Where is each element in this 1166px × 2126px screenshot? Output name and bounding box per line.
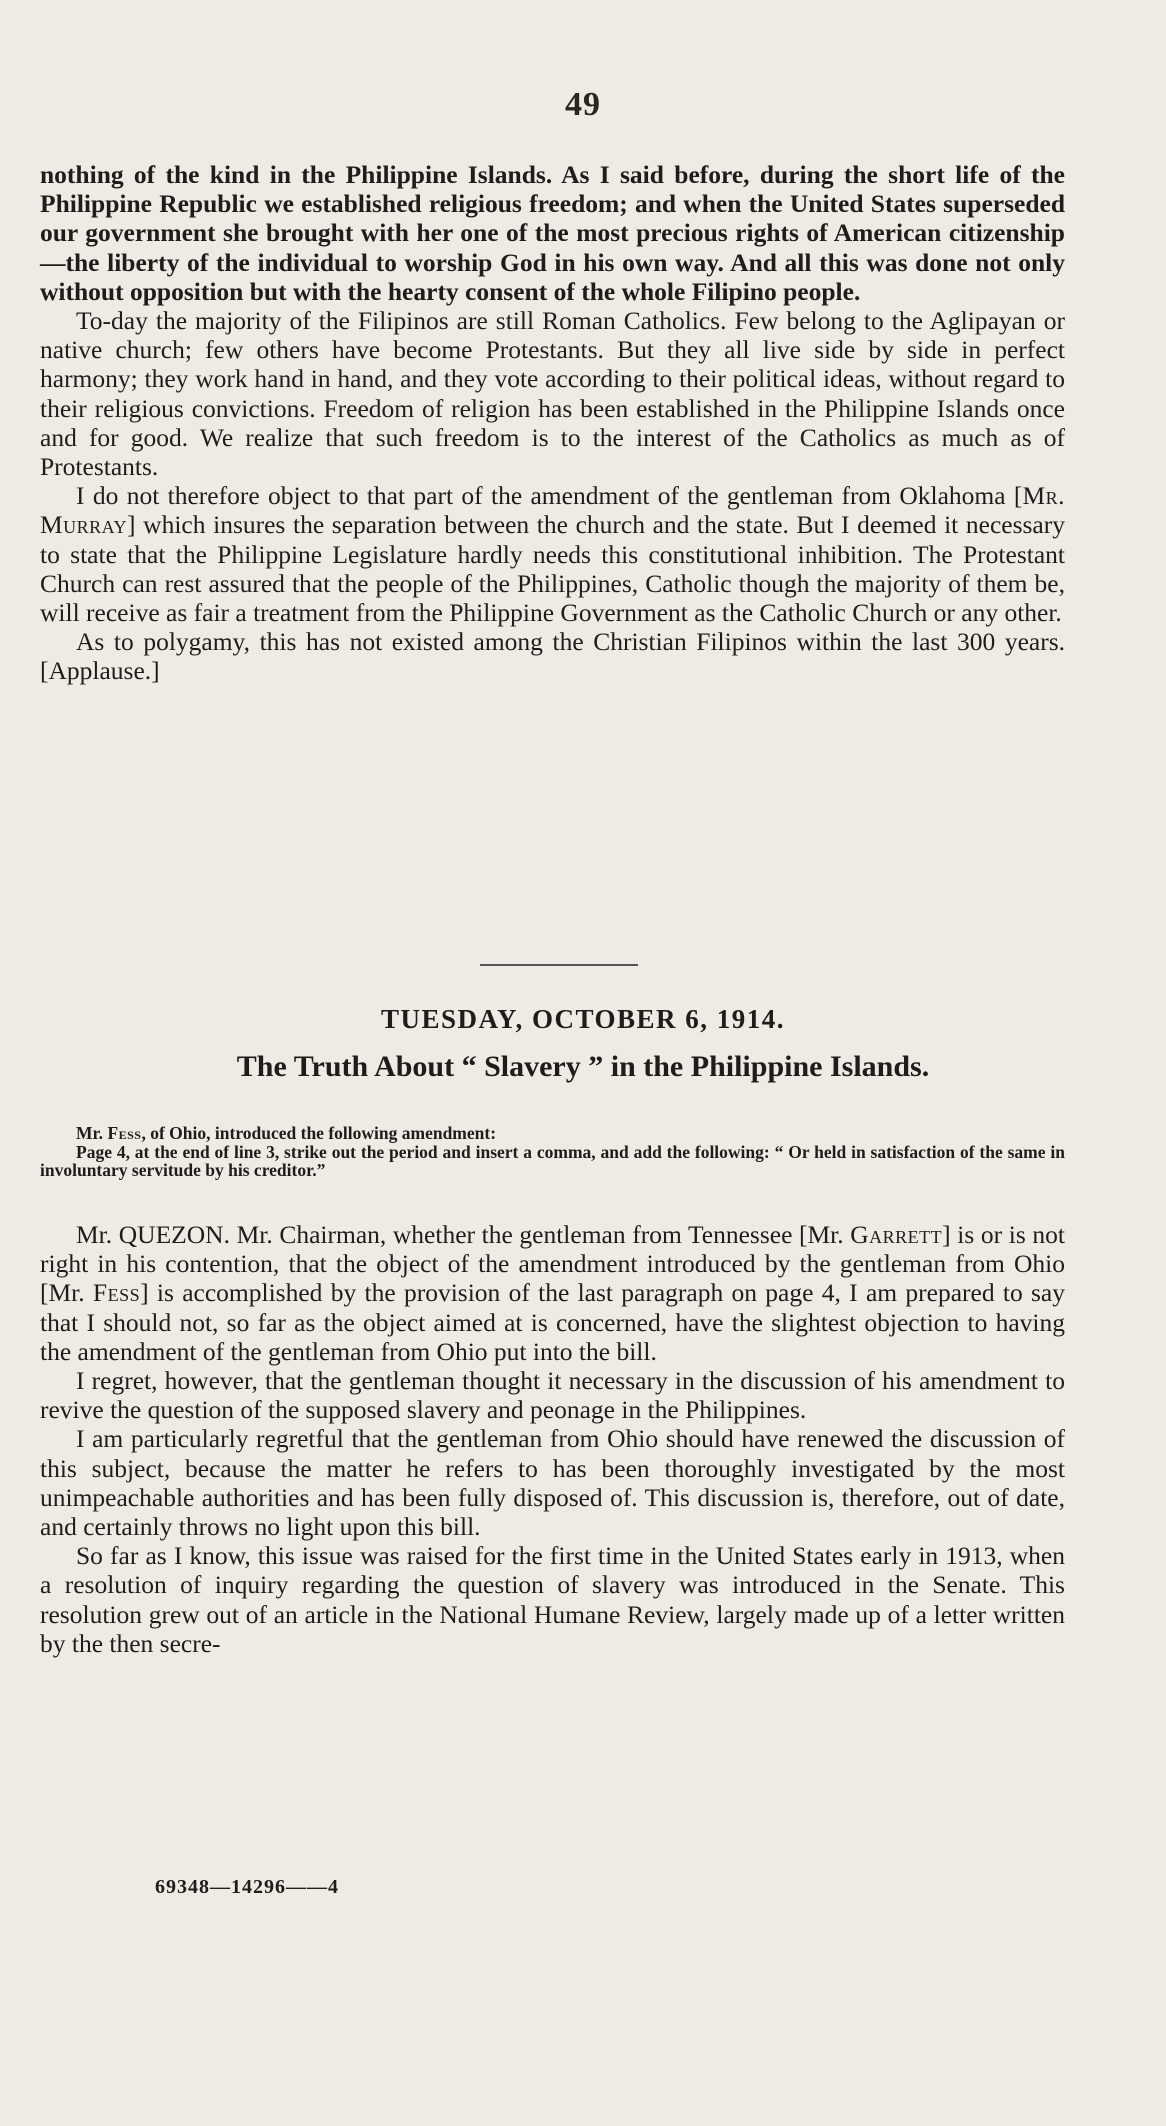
paragraph: To-day the majority of the Filipinos are still Roman Catholics. Few belong to the Aglipayan or native church; few others have become Protestants. But they all live side by side in perfect harmony; they work hand in hand, and they vote according to their political ideas, without regard to their religious convictions. Freedom of religion has been established in the Philippine Islands once and for good. We realize that such freedom is to the interest of the Catholics as much as of Protestants. (40, 306, 1065, 482)
paragraph: nothing of the kind in the Philippine Islands. As I said before, during the short life of the Philippine Republic we established religious freedom; and when the United States superseded our government she brought with her one of the most precious rights of American citizenship—the liberty of the individual to worship God in his own way. And all this was done not only without opposition but with the hearty consent of the whole Filipino people. (40, 160, 1065, 306)
section-divider (480, 964, 638, 966)
printing-code: 69348—14296——4 (155, 1876, 339, 1898)
amendment-body: Page 4, at the end of line 3, strike out the period and insert a comma, and add the following: “ Or held in satisfaction of the same in involuntary servitude by his creditor.” (40, 1141, 1065, 1180)
member-name: Garrett (850, 1220, 943, 1249)
text-run: Mr. (76, 1123, 108, 1143)
text-run: Mr. Chairman, whether the gentleman from Tennessee [Mr. (229, 1220, 851, 1249)
date-heading: TUESDAY, OCTOBER 6, 1914. (380, 1004, 786, 1034)
paragraph: As to polygamy, this has not existed among the Christian Filipinos within the last 300 years. [Applause.] (40, 627, 1065, 686)
text-run: ] which insures the separation between the church and the state. But I deemed it necessary to state that the Philippine Legislature hardly needs this constitutional inhibition. The Protestant Church can rest assured that the people of the Philippines, Catholic though the majority of them be, will receive as fair a treatment from the Philippine Government as the Catholic Church or any other. (40, 510, 1065, 628)
paragraph: I regret, however, that the gentleman thought it necessary in the discussion of his amendment to revive the question of the supposed slavery and peonage in the Philippines. (40, 1366, 1065, 1425)
text-run: ] is or is not right in his contention, that the object of the amendment introduced by the gentleman from Ohio [Mr. (40, 1220, 1065, 1308)
member-name: Mr. Murray (40, 481, 1065, 540)
amendment-intro (40, 1124, 1065, 1143)
text-run: ] is accomplished by the provision of the last paragraph on page 4, I am prepared to say that I should not, so far as the object aimed at is concerned, have the slightest objection to having the amendment of the gentleman from Ohio put into the bill. (40, 1278, 1065, 1366)
speaker-name: Mr. QUEZON. (76, 1220, 230, 1249)
section-title: The Truth About “ Slavery ” in the Philippine Islands. (236, 1050, 930, 1083)
first-section (40, 160, 1065, 686)
member-name: Fess (107, 1123, 142, 1143)
text-run: I do not therefore object to that part of the amendment of the gentleman from Oklahoma [ (76, 481, 1023, 511)
amendment-note (40, 1124, 1065, 1180)
page-number: 49 (565, 86, 601, 123)
paragraph (40, 1220, 1065, 1366)
member-name: Fess (92, 1278, 141, 1308)
paragraph: So far as I know, this issue was raised for the first time in the United States early in 1913, when a resolution of inquiry regarding the question of slavery was introduced in the Senate. This resolution grew out of an article in the National Humane Review, largely made up of a letter written by the then secre- (40, 1541, 1065, 1658)
second-section (40, 1220, 1065, 1658)
text-run: , of Ohio, introduced the following amendment: (141, 1123, 497, 1143)
paragraph (40, 481, 1065, 627)
paragraph: I am particularly regretful that the gentleman from Ohio should have renewed the discussion of this subject, because the matter he refers to has been thoroughly investigated by the most unimpeachable authorities and has been fully disposed of. This discussion is, therefore, out of date, and certainly throws no light upon this bill. (40, 1424, 1065, 1542)
